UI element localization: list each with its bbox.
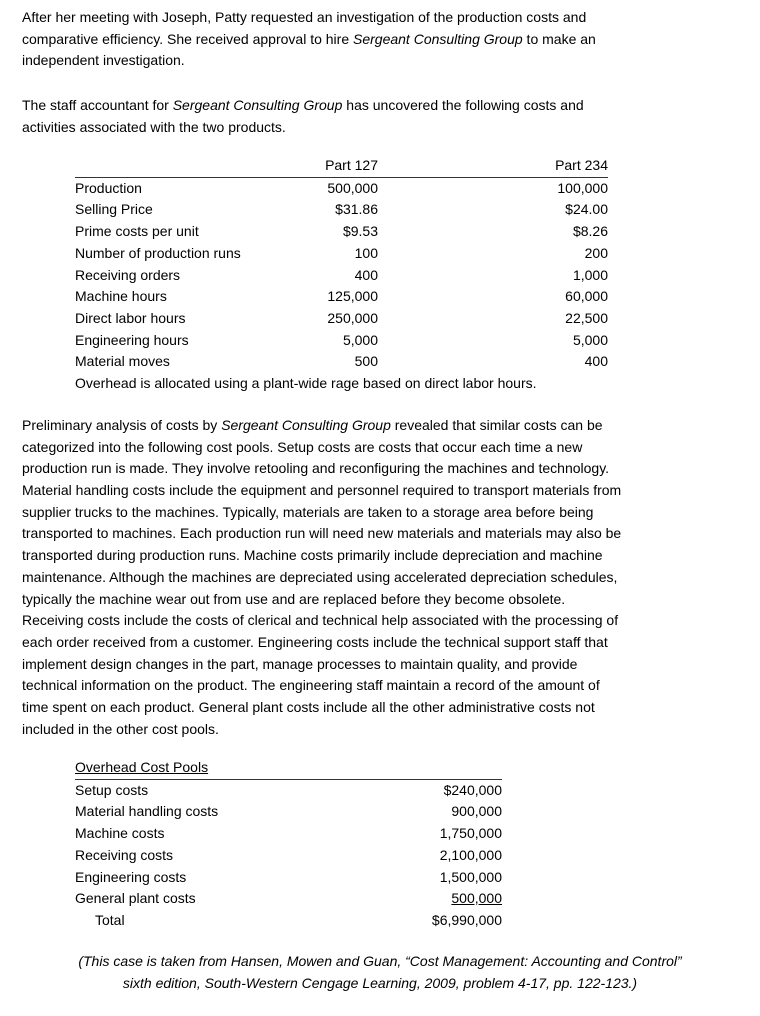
overhead-cost-pools-table xyxy=(75,757,502,932)
text-segment: supplier trucks to the machines. Typically, materials are taken to a storage area before being xyxy=(22,503,594,520)
table-header-row xyxy=(75,757,502,779)
row-label: Receiving orders xyxy=(75,266,181,283)
text-line xyxy=(22,117,584,139)
row-label: Engineering hours xyxy=(75,331,189,348)
pool-amount xyxy=(362,779,502,801)
text-segment: categorized into the following cost pools. Setup costs are costs that occur each time a new xyxy=(22,438,583,455)
table-row xyxy=(75,845,502,867)
part-234-value: 200 xyxy=(584,244,608,261)
text-line xyxy=(22,632,621,654)
total-label: Total xyxy=(95,911,125,928)
text-segment: activities associated with the two products. xyxy=(22,118,286,135)
row-label: Material moves xyxy=(75,353,170,370)
text-line xyxy=(22,523,621,545)
text-segment: independent investigation. xyxy=(22,52,185,69)
text-segment: revealed that similar costs can be xyxy=(390,417,603,433)
text-segment: to make an xyxy=(522,30,596,47)
text-segment: implement design changes in the part, manage processes to maintain quality, and provide xyxy=(22,655,578,672)
part-127-value: 125,000 xyxy=(327,288,378,305)
header-label xyxy=(75,155,258,177)
text-segment: Receiving costs include the costs of clerical and technical help associated with the processing of xyxy=(22,612,619,629)
text-line xyxy=(22,545,621,567)
pool-name: Setup costs xyxy=(75,781,149,798)
table-row xyxy=(75,779,502,801)
table-row xyxy=(75,308,608,330)
text-segment: transported to machines. Each production run will need new materials and materials may also be xyxy=(22,525,622,542)
part-127-value: 5,000 xyxy=(342,331,378,348)
text-line xyxy=(22,437,621,459)
pool-name: Receiving costs xyxy=(75,846,174,863)
staff-paragraph xyxy=(22,95,584,138)
part-234-value: 22,500 xyxy=(565,309,608,326)
company-name: Sergeant Consulting Group xyxy=(172,97,343,113)
text-segment: transported during production runs. Machine costs primarily include depreciation and machine xyxy=(22,547,603,564)
text-segment: has uncovered the following costs and xyxy=(342,97,584,113)
table-row xyxy=(75,888,502,910)
text-segment: The staff accountant for xyxy=(22,97,173,113)
pool-amount xyxy=(362,888,502,910)
table-row xyxy=(75,801,502,823)
part-234-value: 400 xyxy=(584,353,608,370)
row-label: Number of production runs xyxy=(75,244,241,261)
row-label: Production xyxy=(75,179,142,196)
text-segment: each order received from a customer. Engineering costs include the technical support staff that xyxy=(22,633,608,650)
citation xyxy=(0,951,760,994)
table-row xyxy=(75,867,502,889)
part-127-value: 400 xyxy=(354,266,378,283)
pools-header: Overhead Cost Pools xyxy=(75,757,362,779)
text-line xyxy=(22,675,621,697)
text-segment: time spent on each product. General plant costs include all the other administrative costs not xyxy=(22,698,595,715)
text-line xyxy=(22,29,596,51)
part-127-value: 100 xyxy=(354,244,378,261)
text-line xyxy=(22,589,621,611)
part-127-value: 500 xyxy=(354,353,378,370)
pool-amount xyxy=(362,823,502,845)
row-label: Direct labor hours xyxy=(75,309,186,326)
text-line xyxy=(22,95,584,117)
pool-amount xyxy=(362,845,502,867)
table-row xyxy=(75,199,608,221)
text-segment: production run is made. They involve retooling and reconfiguring the machines and technology. xyxy=(22,460,610,477)
part-234-value: 100,000 xyxy=(557,179,608,196)
table-header-row xyxy=(75,155,608,177)
pool-amount-text: 500,000 xyxy=(451,890,502,907)
pool-name: General plant costs xyxy=(75,890,196,907)
text-line xyxy=(22,502,621,524)
table-row xyxy=(75,823,502,845)
text-line xyxy=(22,415,621,437)
text-line xyxy=(22,610,621,632)
table-row xyxy=(75,221,608,243)
part-127-value: 250,000 xyxy=(327,309,378,326)
citation-line: (This case is taken from Hansen, Mowen and Guan, “Cost Management: Accounting and Control” xyxy=(78,953,682,969)
pool-name: Machine costs xyxy=(75,825,165,842)
pool-amount-text: 1,750,000 xyxy=(439,825,502,842)
intro-paragraph xyxy=(22,7,596,72)
part-127-value: $31.86 xyxy=(335,201,378,218)
text-line xyxy=(22,480,621,502)
pool-amount-text: 1,500,000 xyxy=(439,868,502,885)
text-segment: After her meeting with Joseph, Patty requested an investigation of the production costs and xyxy=(22,9,587,25)
text-segment: Material handling costs include the equipment and personnel required to transport materials from xyxy=(22,482,622,499)
text-line xyxy=(22,50,596,72)
pool-amount-text: 2,100,000 xyxy=(439,846,502,863)
table-row xyxy=(75,330,608,352)
text-line xyxy=(22,567,621,589)
part-234-value: 60,000 xyxy=(565,288,608,305)
pool-amount xyxy=(362,801,502,823)
row-label: Prime costs per unit xyxy=(75,223,199,240)
row-label: Selling Price xyxy=(75,201,153,218)
total-value: $6,990,000 xyxy=(431,911,502,928)
part-234-value: 5,000 xyxy=(572,331,608,348)
part-234-value: $8.26 xyxy=(572,223,608,240)
text-segment: Preliminary analysis of costs by xyxy=(22,417,222,433)
text-line xyxy=(22,697,621,719)
text-line xyxy=(22,654,621,676)
overhead-note: Overhead is allocated using a plant-wide rage based on direct labor hours. xyxy=(75,375,537,391)
pool-amount xyxy=(362,867,502,889)
pool-amount-text: $240,000 xyxy=(443,781,502,798)
table-row xyxy=(75,265,608,287)
pool-name: Engineering costs xyxy=(75,868,187,885)
company-name: Sergeant Consulting Group xyxy=(221,417,391,433)
text-segment: maintenance. Although the machines are depreciated using accelerated depreciation schedules, xyxy=(22,568,618,585)
table-row xyxy=(75,286,608,308)
row-label: Machine hours xyxy=(75,288,167,305)
company-name: Sergeant Consulting Group xyxy=(353,30,523,47)
table-row xyxy=(75,243,608,265)
text-segment: technical information on the product. The engineering staff maintain a record of the amount of xyxy=(22,677,600,694)
header-part-127: Part 127 xyxy=(258,155,378,177)
part-127-value: $9.53 xyxy=(342,223,378,240)
pool-name: Material handling costs xyxy=(75,803,219,820)
part-127-value: 500,000 xyxy=(327,179,378,196)
analysis-paragraph xyxy=(22,415,621,740)
table-row xyxy=(75,351,608,373)
text-line xyxy=(22,458,621,480)
text-segment: included in the other cost pools. xyxy=(22,720,219,737)
part-234-value: 1,000 xyxy=(572,266,608,283)
parts-table xyxy=(75,155,608,373)
header-part-234: Part 234 xyxy=(378,155,608,177)
table-row xyxy=(75,177,608,199)
total-row xyxy=(75,910,502,932)
part-234-value: $24.00 xyxy=(565,201,608,218)
text-line xyxy=(22,719,621,741)
citation-line: sixth edition, South-Western Cengage Learning, 2009, problem 4-17, pp. 122-123.) xyxy=(122,974,638,991)
pool-amount-text: 900,000 xyxy=(451,803,502,820)
text-line xyxy=(22,7,596,29)
text-segment: typically the machine wear out from use and are replaced before they become obsolete. xyxy=(22,590,566,607)
text-segment: comparative efficiency. She received approval to hire xyxy=(22,30,353,47)
